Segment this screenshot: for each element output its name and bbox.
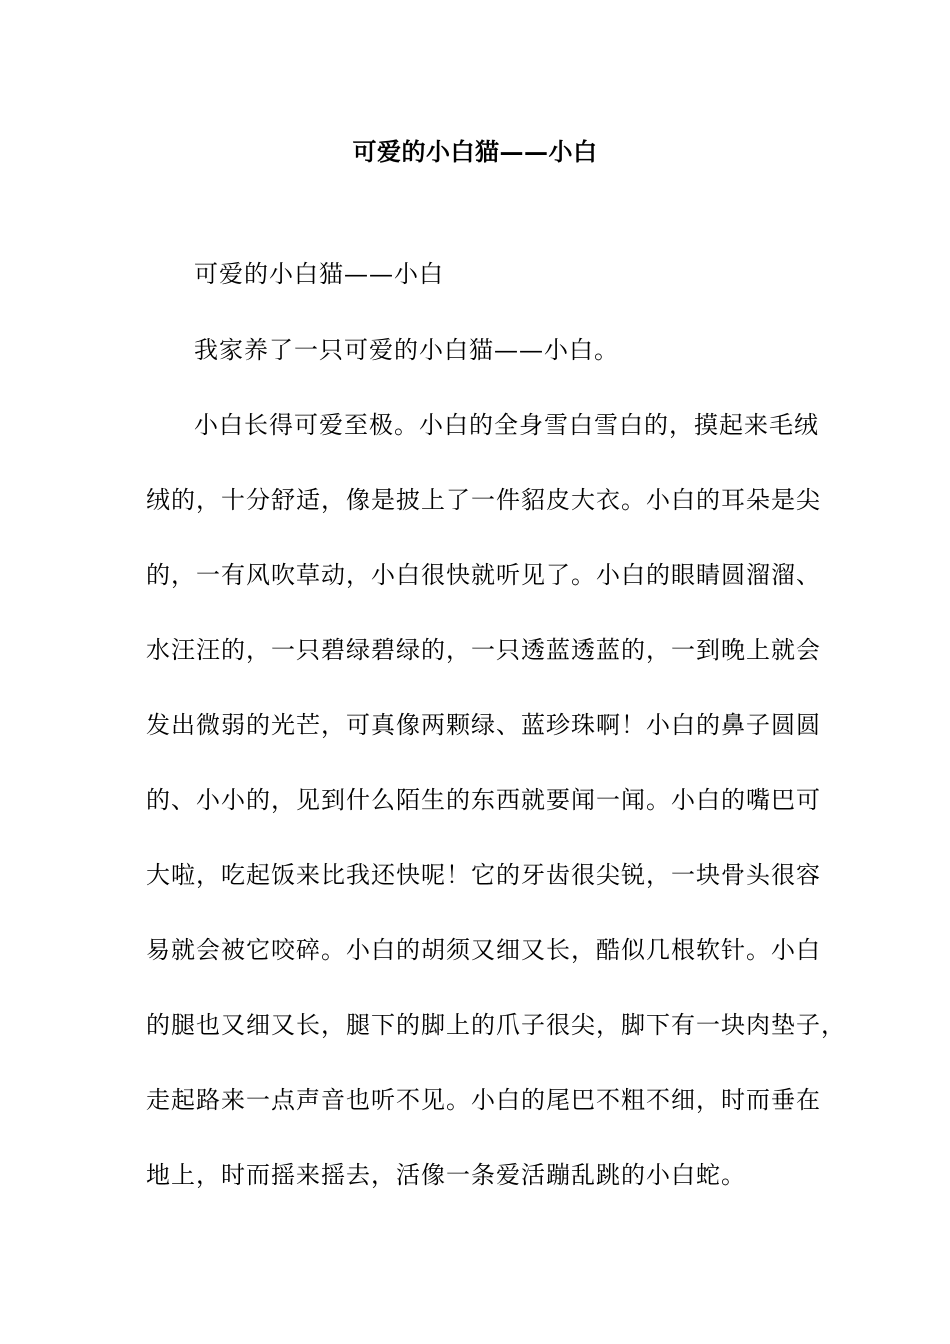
body-line: 走起路来一点声音也听不见。小白的尾巴不粗不细，时而垂在 — [146, 1086, 821, 1114]
body-line: 大啦，吃起饭来比我还快呢！它的牙齿很尖锐，一块骨头很容 — [146, 861, 821, 889]
body-line: 易就会被它咬碎。小白的胡须又细又长，酷似几根软针。小白 — [146, 936, 821, 964]
body-line: 水汪汪的，一只碧绿碧绿的，一只透蓝透蓝的，一到晚上就会 — [146, 636, 821, 664]
body-line: 绒的，十分舒适，像是披上了一件貂皮大衣。小白的耳朵是尖 — [146, 486, 821, 514]
document-title: 可爱的小白猫——小白 — [352, 137, 598, 166]
body-line: 小白长得可爱至极。小白的全身雪白雪白的，摸起来毛绒 — [194, 411, 819, 439]
body-line: 地上，时而摇来摇去，活像一条爱活蹦乱跳的小白蛇。 — [146, 1161, 746, 1189]
intro-paragraph: 我家养了一只可爱的小白猫——小白。 — [194, 336, 619, 364]
body-line: 发出微弱的光芒，可真像两颗绿、蓝珍珠啊！小白的鼻子圆圆 — [146, 711, 821, 739]
subtitle-line: 可爱的小白猫——小白 — [194, 260, 444, 288]
body-line: 的，一有风吹草动，小白很快就听见了。小白的眼睛圆溜溜、 — [146, 561, 821, 589]
body-line: 的腿也又细又长，腿下的脚上的爪子很尖，脚下有一块肉垫子， — [146, 1011, 846, 1039]
body-line: 的、小小的，见到什么陌生的东西就要闻一闻。小白的嘴巴可 — [146, 786, 821, 814]
